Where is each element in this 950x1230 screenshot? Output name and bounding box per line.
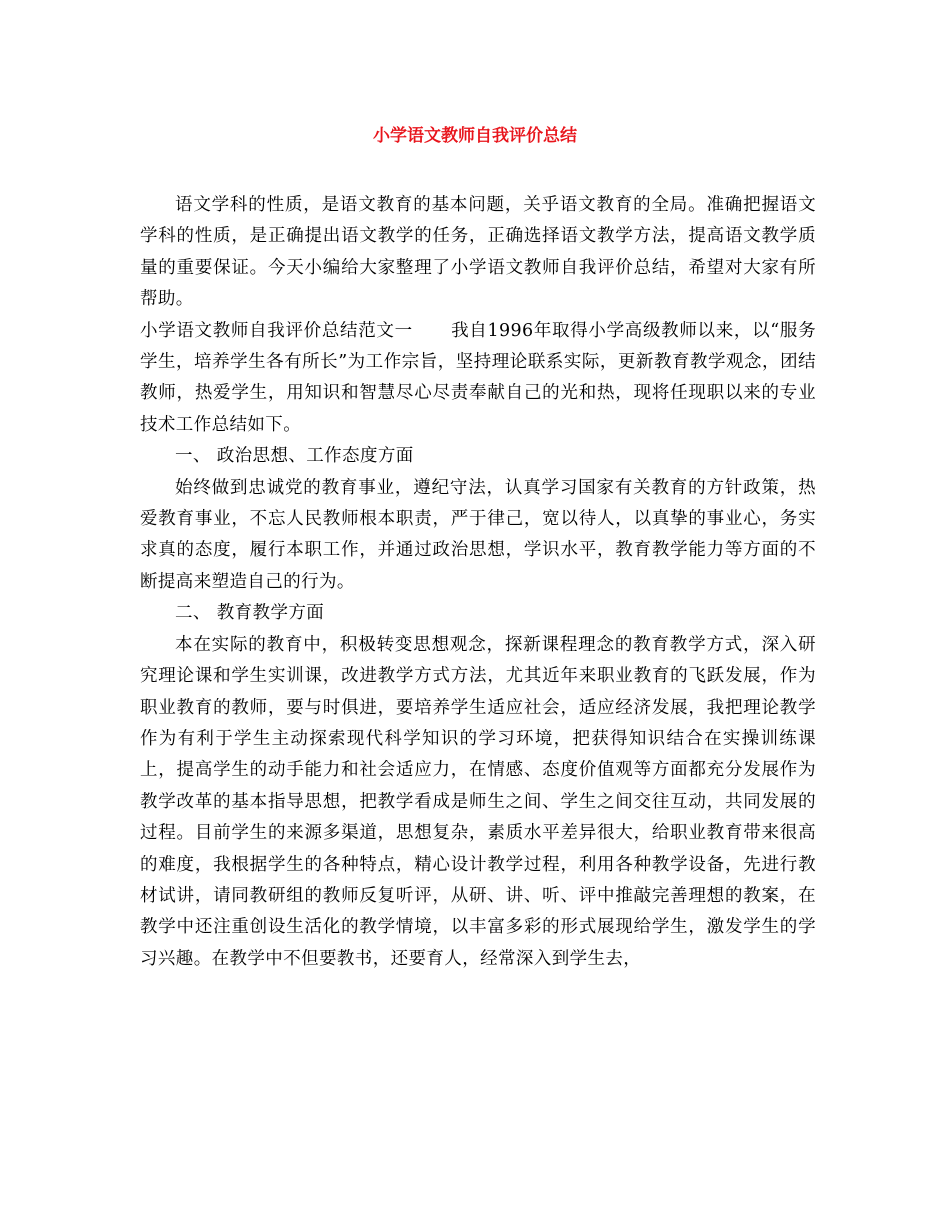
sample-paragraph xyxy=(140,316,816,442)
section-body-2: 本在实际的教育中，积极转变思想观念，探新课程理念的教育教学方式，深入研究理论课和学生实训课，改进教学方式方法，尤其近年来职业教育的飞跃发展，作为职业教育的教师，要与时俱进，要培养学生适应社会，适应经济发展，我把理论教学作为有利于学生主动探索现代科学知识的学习环境，把获得知识结合在实操训练课上，提高学生的动手能力和社会适应力，在情感、态度价值观等方面都充分发展作为教学改革的基本指导思想，把教学看成是师生之间、学生之间交往互动，共同发展的过程。目前学生的来源多渠道，思想复杂，素质水平差异很大，给职业教育带来很高的难度，我根据学生的各种特点，精心设计教学过程，利用各种教学设备，先进行教材试讲，请同教研组的教师反复听评，从研、讲、听、评中推敲完善理想的教案，在教学中还注重创设生活化的教学情境，以丰富多彩的形式展现给学生，激发学生的学习兴趣。在教学中不但要教书，还要育人，经常深入到学生去， xyxy=(140,634,816,969)
sample-heading: 小学语文教师自我评价总结范文一 xyxy=(140,320,413,341)
intro-paragraph: 语文学科的性质，是语文教育的基本问题，关乎语文教育的全局。准确把握语文学科的性质，是正确提出语文教学的任务，正确选择语文教学方法，提高语文教学质量的重要保证。今天小编给大家整理了小学语文教师自我评价总结，希望对大家有所帮助。 xyxy=(140,195,816,310)
section-heading-1: 一、 政治思想、工作态度方面 xyxy=(175,446,414,467)
sample-opening: 我自1996年取得小学高级教师以来，以“服务学生，培养学生各有所长”为工作宗旨，坚持理论联系实际，更新教育教学观念，团结教师，热爱学生，用知识和智慧尽心尽责奉献自己的光和热，现将任现职以来的专业技术工作总结如下。 xyxy=(140,320,817,435)
section-heading-2: 二、 教育教学方面 xyxy=(175,603,325,624)
document-body xyxy=(140,190,816,975)
document-title: 小学语文教师自我评价总结 xyxy=(373,126,577,146)
section-body-1: 始终做到忠诚党的教育事业，遵纪守法，认真学习国家有关教育的方针政策，热爱教育事业，不忘人民教师根本职责，严于律己，宽以待人，以真挚的事业心，务实求真的态度，履行本职工作，并通过政治思想，学识水平，教育教学能力等方面的不断提高来塑造自己的行为。 xyxy=(140,477,816,592)
